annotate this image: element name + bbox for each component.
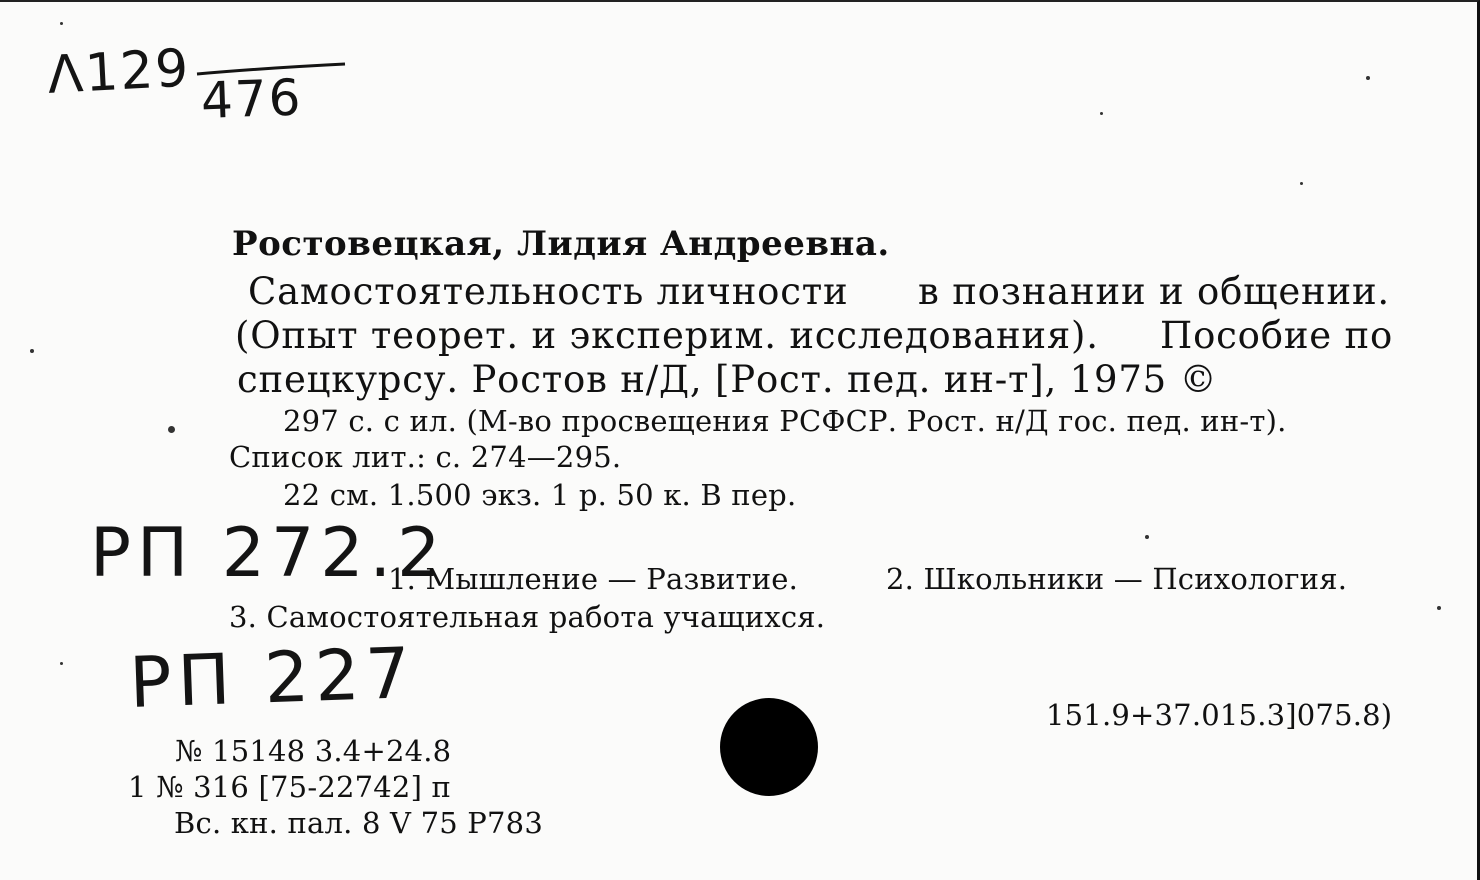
punch-hole	[720, 698, 818, 796]
scan-speck	[1366, 76, 1370, 80]
subjects-line-1a: 1. Мышление — Развитие.	[388, 562, 799, 596]
author-heading: Ростовецкая, Лидия Андреевна.	[232, 224, 890, 264]
handwritten-classmark-1: РП 272.2	[90, 514, 447, 593]
title-line-2b: Пособие по	[1160, 314, 1394, 357]
scan-speck	[1300, 182, 1303, 185]
scan-speck	[168, 426, 175, 433]
scan-speck	[1100, 112, 1103, 115]
subjects-line-1b: 2. Школьники — Психология.	[886, 562, 1348, 596]
handwritten-fraction-bar	[195, 62, 355, 78]
title-line-3: спецкурсу. Ростов н/Д, [Рост. пед. ин-т], 1975 ©	[237, 358, 1218, 401]
description-line-1: 297 с. с ил. (М-во просвещения РСФСР. Рост. н/Д гос. пед. ин-т).	[283, 404, 1287, 438]
footer-line-3: Вс. кн. пал. 8 V 75 Р783	[174, 806, 543, 840]
udc-number: 151.9+37.015.3]075.8)	[1046, 698, 1393, 732]
handwritten-shelfmark-top: Λ129	[46, 38, 192, 106]
title-line-1: Самостоятельность личности	[248, 270, 849, 313]
footer-line-1: № 15148 3.4+24.8	[175, 734, 452, 768]
subjects-line-2: 3. Самостоятельная работа учащихся.	[229, 600, 826, 634]
scan-speck	[1145, 535, 1149, 539]
description-line-3: 22 см. 1.500 экз. 1 р. 50 к. В пер.	[283, 478, 797, 512]
scan-speck	[60, 662, 63, 665]
scan-speck	[30, 349, 34, 353]
handwritten-classmark-2: РП 227	[128, 631, 418, 724]
scan-speck	[60, 22, 63, 25]
title-line-1b: в познании и общении.	[918, 270, 1390, 313]
handwritten-shelfmark-sub: 476	[200, 68, 304, 130]
scan-speck	[1437, 606, 1441, 610]
footer-line-2: 1 № 316 [75-22742] п	[128, 770, 452, 804]
description-line-2: Список лит.: с. 274—295.	[229, 440, 622, 474]
title-line-2a: (Опыт теорет. и эксперим. исследования).	[235, 314, 1099, 357]
